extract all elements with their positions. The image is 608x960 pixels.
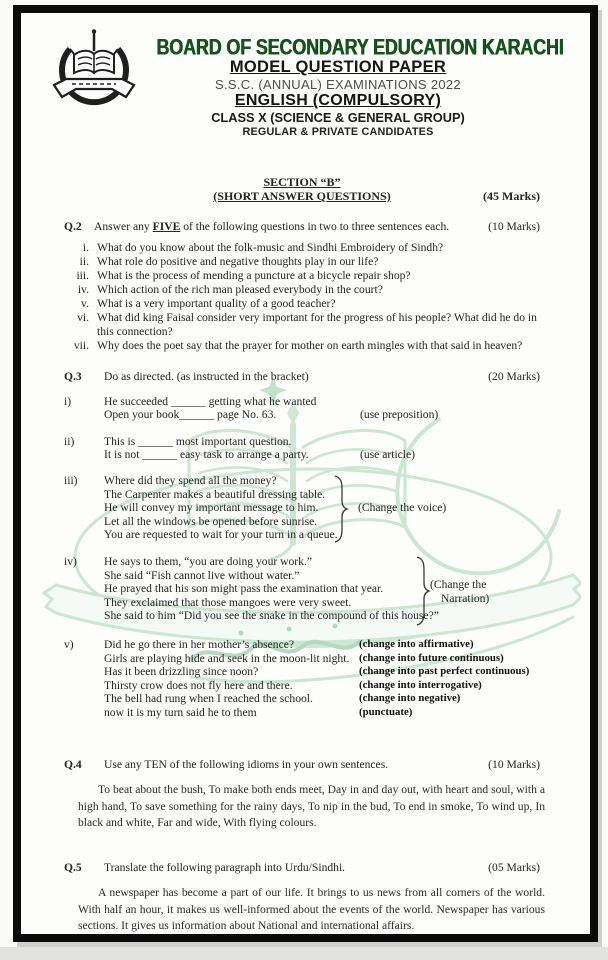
question-marks: (05 Marks) bbox=[488, 860, 540, 874]
part-line: He succeeded ______ getting what he wanted bbox=[104, 394, 317, 408]
section-header bbox=[64, 175, 540, 203]
part-line: They exclaimed that those mangoes were very sweet. bbox=[104, 595, 352, 609]
question-number: Q.3 bbox=[64, 370, 82, 384]
part-number: v) bbox=[64, 637, 74, 651]
item-number: ii. bbox=[79, 255, 89, 269]
part-line: Open your book______ page No. 63. bbox=[104, 408, 277, 422]
part-line: Let all the windows be opened before sunrise. bbox=[104, 514, 318, 528]
item-text: Why does the poet say that the prayer for mother on earth mingles with that said in heaven? bbox=[97, 338, 523, 352]
sentence-row bbox=[104, 652, 540, 666]
q3-part-v bbox=[64, 638, 540, 720]
list-item bbox=[64, 311, 540, 338]
question-2-header bbox=[64, 220, 540, 233]
part-number: iii) bbox=[64, 474, 78, 487]
part-line: This is ______ most important question. bbox=[104, 434, 292, 448]
part-instruction: (use preposition) bbox=[360, 408, 439, 422]
brace-icon bbox=[414, 555, 431, 627]
prompt-suffix: of the following questions in two to three sentences each. bbox=[180, 220, 450, 233]
question-prompt: Do as directed. (as instructed in the bracket) bbox=[104, 370, 309, 384]
part-instruction bbox=[430, 578, 489, 607]
question-marks: (20 Marks) bbox=[488, 370, 540, 384]
class-line: CLASS X (SCIENCE & GENERAL GROUP) bbox=[211, 109, 465, 125]
item-text: Which action of the rich man pleased everybody in the court? bbox=[97, 283, 383, 297]
sentence-instruction: (change into interrogative) bbox=[359, 678, 482, 691]
page bbox=[21, 13, 590, 934]
list-item bbox=[64, 297, 540, 310]
instruction-line: Narration) bbox=[441, 592, 490, 606]
item-text: What is a very important quality of a good teacher? bbox=[97, 297, 336, 311]
sentence-text: Thirsty crow does not fly here and there. bbox=[104, 678, 293, 692]
section-title: SECTION “B” bbox=[263, 175, 341, 189]
paper-title: MODEL QUESTION PAPER bbox=[229, 58, 447, 77]
item-number: iii. bbox=[76, 269, 89, 283]
part-line: Where did they spend all the money? bbox=[104, 474, 277, 487]
part-line: The Carpenter makes a beautiful dressing table. bbox=[104, 487, 326, 501]
part-line: She said to him “Did you see the snake in the compound of this house?” bbox=[104, 609, 439, 623]
item-number: i. bbox=[82, 241, 89, 255]
board-name: BOARD OF SECONDARY EDUCATION KARACHI bbox=[156, 35, 564, 61]
item-text: What is the process of mending a puncture at a bicycle repair shop? bbox=[97, 269, 411, 283]
question-prompt: Use any TEN of the following idioms in your own sentences. bbox=[104, 757, 389, 771]
question-number: Q.5 bbox=[64, 860, 82, 874]
list-item bbox=[64, 339, 540, 352]
part-number: iv) bbox=[64, 554, 77, 568]
question-4-header bbox=[64, 758, 540, 771]
q3-part-iii bbox=[64, 474, 540, 542]
section-subtitle: (SHORT ANSWER QUESTIONS) bbox=[213, 189, 391, 203]
candidates-line: REGULAR & PRIVATE CANDIDATES bbox=[242, 126, 434, 139]
part-lines bbox=[104, 395, 540, 422]
list-item bbox=[64, 255, 540, 268]
paper-content bbox=[21, 13, 590, 934]
part-line: It is not ______ easy task to arrange a party. bbox=[104, 448, 309, 462]
sentence-text: now it is my turn said he to them bbox=[104, 705, 257, 719]
part-line: She said “Fish cannot live without water.” bbox=[104, 568, 300, 582]
page-frame bbox=[13, 5, 598, 942]
sentence-text: The bell had rung when I reached the school. bbox=[104, 692, 313, 706]
translation-paragraph: A newspaper has become a part of our life. It brings to us news from all corners of the world. With half an hour, it makes us well-informed about the events of the world. Newspaper has various sections. It gives us information about National and international affairs. bbox=[78, 886, 545, 933]
sentence-text: Girls are playing hide and seek in the moon-lit night. bbox=[104, 651, 350, 665]
question-marks: (10 Marks) bbox=[488, 757, 540, 771]
sentence-instruction: (punctuate) bbox=[359, 705, 413, 718]
part-number: ii) bbox=[64, 434, 75, 448]
q3-part-i bbox=[64, 395, 540, 422]
subject-title: ENGLISH (COMPULSORY) bbox=[234, 92, 442, 110]
part-instruction: (use article) bbox=[360, 448, 416, 462]
item-number: v. bbox=[81, 297, 89, 311]
item-number: vii. bbox=[73, 338, 89, 352]
question-marks: (10 Marks) bbox=[488, 220, 540, 233]
board-logo-icon bbox=[44, 27, 144, 119]
question-number: Q.4 bbox=[64, 757, 82, 771]
part-line: He will convey my important message to him. bbox=[104, 501, 319, 515]
instruction-line: (Change the bbox=[430, 577, 487, 591]
item-text: What do you know about the folk-music and Sindhi Embroidery of Sindh? bbox=[97, 241, 444, 255]
exam-line: S.S.C. (ANNUAL) EXAMINATIONS 2022 bbox=[215, 76, 461, 92]
item-text: What did king Faisal consider very important for the progress of his people? What did he do in this connection? bbox=[97, 311, 537, 338]
q2-items bbox=[64, 241, 540, 352]
part-line: You are requested to wait for your turn in a queue. bbox=[104, 528, 338, 542]
part-instruction: (Change the voice) bbox=[358, 501, 447, 514]
item-text: What role do positive and negative thoughts play in our life? bbox=[97, 255, 379, 269]
sentence-instruction: (change into negative) bbox=[359, 692, 461, 705]
part-lines bbox=[104, 474, 540, 542]
prompt-prefix: Answer any bbox=[94, 220, 153, 233]
sentence-text: Has it been drizzling since noon? bbox=[104, 665, 259, 679]
sentence-row bbox=[104, 692, 540, 706]
question-3-header bbox=[64, 370, 540, 383]
part-lines bbox=[104, 638, 540, 720]
question-prompt: Translate the following paragraph into Urdu/Sindhi. bbox=[104, 860, 346, 874]
brace-icon bbox=[332, 474, 349, 544]
part-line: He prayed that his son might pass the examination that year. bbox=[104, 582, 384, 596]
list-item bbox=[64, 269, 540, 282]
sentence-row bbox=[104, 665, 540, 679]
list-item bbox=[64, 283, 540, 296]
scan-edge-shadow bbox=[0, 947, 608, 960]
idioms-paragraph: To beat about the bush, To make both ends meet, Day in and day out, with heart and soul, with a high hand, To save something for the rainy days, To nip in the bud, To end in smoke, To wind up, In black and white, Far and wide, With flying colours. bbox=[78, 782, 545, 830]
question-5-header bbox=[64, 861, 540, 874]
sentence-instruction: (change into affirmative) bbox=[359, 637, 474, 650]
sentence-row bbox=[104, 706, 540, 720]
part-number: i) bbox=[64, 394, 72, 408]
section-marks: (45 Marks) bbox=[483, 189, 540, 203]
sentence-text: Did he go there in her mother’s absence? bbox=[104, 637, 295, 651]
sentence-row bbox=[104, 638, 540, 652]
question-number: Q.2 bbox=[64, 220, 82, 233]
part-line: He says to them, “you are doing your work.” bbox=[104, 554, 312, 568]
sentence-instruction: (change into past perfect continuous) bbox=[359, 665, 530, 678]
q3-part-ii bbox=[64, 435, 540, 462]
item-number: vi. bbox=[77, 311, 89, 325]
list-item bbox=[64, 241, 540, 254]
header-text bbox=[136, 35, 564, 139]
item-number: iv. bbox=[77, 283, 89, 297]
prompt-keyword: FIVE bbox=[152, 220, 181, 233]
sentence-instruction: (change into future continuous) bbox=[359, 651, 504, 664]
question-prompt bbox=[94, 220, 460, 233]
sentence-row bbox=[104, 679, 540, 693]
q3-part-iv bbox=[64, 555, 540, 623]
paper-header bbox=[64, 13, 564, 163]
part-lines bbox=[104, 435, 540, 462]
